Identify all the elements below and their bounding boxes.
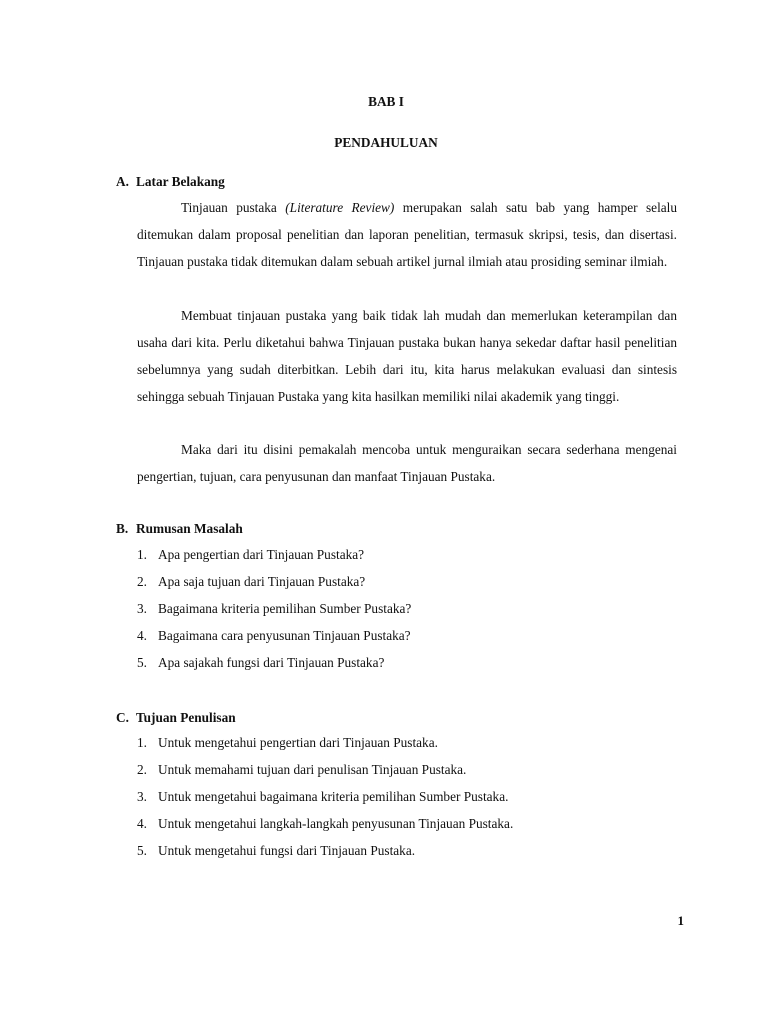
list-text: Untuk mengetahui langkah-langkah penyusunan Tinjauan Pustaka. bbox=[158, 816, 514, 831]
section-a-title bbox=[116, 174, 225, 190]
paragraph-3-text: Maka dari itu disini pemakalah mencoba untuk menguraikan secara sederhana mengenai pengertian, tujuan, cara penyusunan dan manfaat Tinjauan Pustaka. bbox=[137, 442, 677, 484]
list-text: Untuk mengetahui fungsi dari Tinjauan Pustaka. bbox=[158, 843, 416, 858]
list-number: 1. bbox=[137, 735, 147, 750]
list-text: Bagaimana kriteria pemilihan Sumber Pustaka? bbox=[158, 601, 412, 616]
section-c-letter: C. bbox=[116, 710, 129, 725]
section-c-title bbox=[116, 710, 236, 726]
section-a-label: Latar Belakang bbox=[136, 174, 225, 189]
chapter-title: PENDAHULUAN bbox=[334, 135, 438, 150]
paragraph-2 bbox=[137, 302, 677, 410]
paragraph-1 bbox=[137, 194, 677, 275]
section-b-letter: B. bbox=[116, 521, 129, 536]
section-c-label: Tujuan Penulisan bbox=[136, 710, 236, 725]
list-text: Untuk memahami tujuan dari penulisan Tinjauan Pustaka. bbox=[158, 762, 467, 777]
list-item bbox=[137, 756, 513, 783]
list-text: Apa pengertian dari Tinjauan Pustaka? bbox=[158, 547, 365, 562]
list-text: Untuk mengetahui bagaimana kriteria pemilihan Sumber Pustaka. bbox=[158, 789, 509, 804]
list-item bbox=[137, 649, 411, 676]
list-text: Apa sajakah fungsi dari Tinjauan Pustaka? bbox=[158, 655, 385, 670]
page-number: 1 bbox=[677, 913, 684, 928]
list-item bbox=[137, 595, 411, 622]
list-item bbox=[137, 837, 513, 864]
list-text: Untuk mengetahui pengertian dari Tinjauan Pustaka. bbox=[158, 735, 438, 750]
rumusan-masalah-list bbox=[137, 541, 411, 676]
section-b-title bbox=[116, 521, 243, 537]
list-number: 3. bbox=[137, 601, 147, 616]
list-item bbox=[137, 783, 513, 810]
section-b-label: Rumusan Masalah bbox=[136, 521, 243, 536]
list-number: 4. bbox=[137, 816, 147, 831]
list-text: Bagaimana cara penyusunan Tinjauan Pustaka? bbox=[158, 628, 411, 643]
list-item bbox=[137, 541, 411, 568]
list-item bbox=[137, 729, 513, 756]
list-text: Apa saja tujuan dari Tinjauan Pustaka? bbox=[158, 574, 366, 589]
list-item bbox=[137, 810, 513, 837]
section-a-letter: A. bbox=[116, 174, 129, 189]
list-number: 5. bbox=[137, 655, 147, 670]
list-number: 4. bbox=[137, 628, 147, 643]
tujuan-penulisan-list bbox=[137, 729, 513, 864]
list-item bbox=[137, 622, 411, 649]
paragraph-1-rest: merupakan salah satu bab yang hamper selalu ditemukan dalam proposal penelitian dan laporan penelitian, termasuk skripsi, tesis, dan disertasi. Tinjauan pustaka tidak ditemukan dalam sebuah artikel jurnal ilmiah atau prosiding seminar ilmiah. bbox=[137, 200, 678, 269]
list-number: 1. bbox=[137, 547, 147, 562]
paragraph-1-italic: (Literature Review) bbox=[285, 200, 395, 215]
list-number: 5. bbox=[137, 843, 147, 858]
list-item bbox=[137, 568, 411, 595]
paragraph-3 bbox=[137, 436, 677, 490]
paragraph-2-text: Membuat tinjauan pustaka yang baik tidak lah mudah dan memerlukan keterampilan dan usaha dari kita. Perlu diketahui bahwa Tinjauan pustaka bukan hanya sekedar daftar hasil penelitian sebelumnya yang sudah diterbitkan. Lebih dari itu, kita harus melakukan evaluasi dan sintesis sehingga sebuah Tinjauan Pustaka yang kita hasilkan memiliki nilai akademik yang tinggi. bbox=[137, 308, 677, 404]
chapter-label: BAB I bbox=[368, 94, 404, 109]
list-number: 2. bbox=[137, 762, 147, 777]
paragraph-1-start: Tinjauan pustaka bbox=[181, 200, 286, 215]
list-number: 3. bbox=[137, 789, 147, 804]
list-number: 2. bbox=[137, 574, 147, 589]
